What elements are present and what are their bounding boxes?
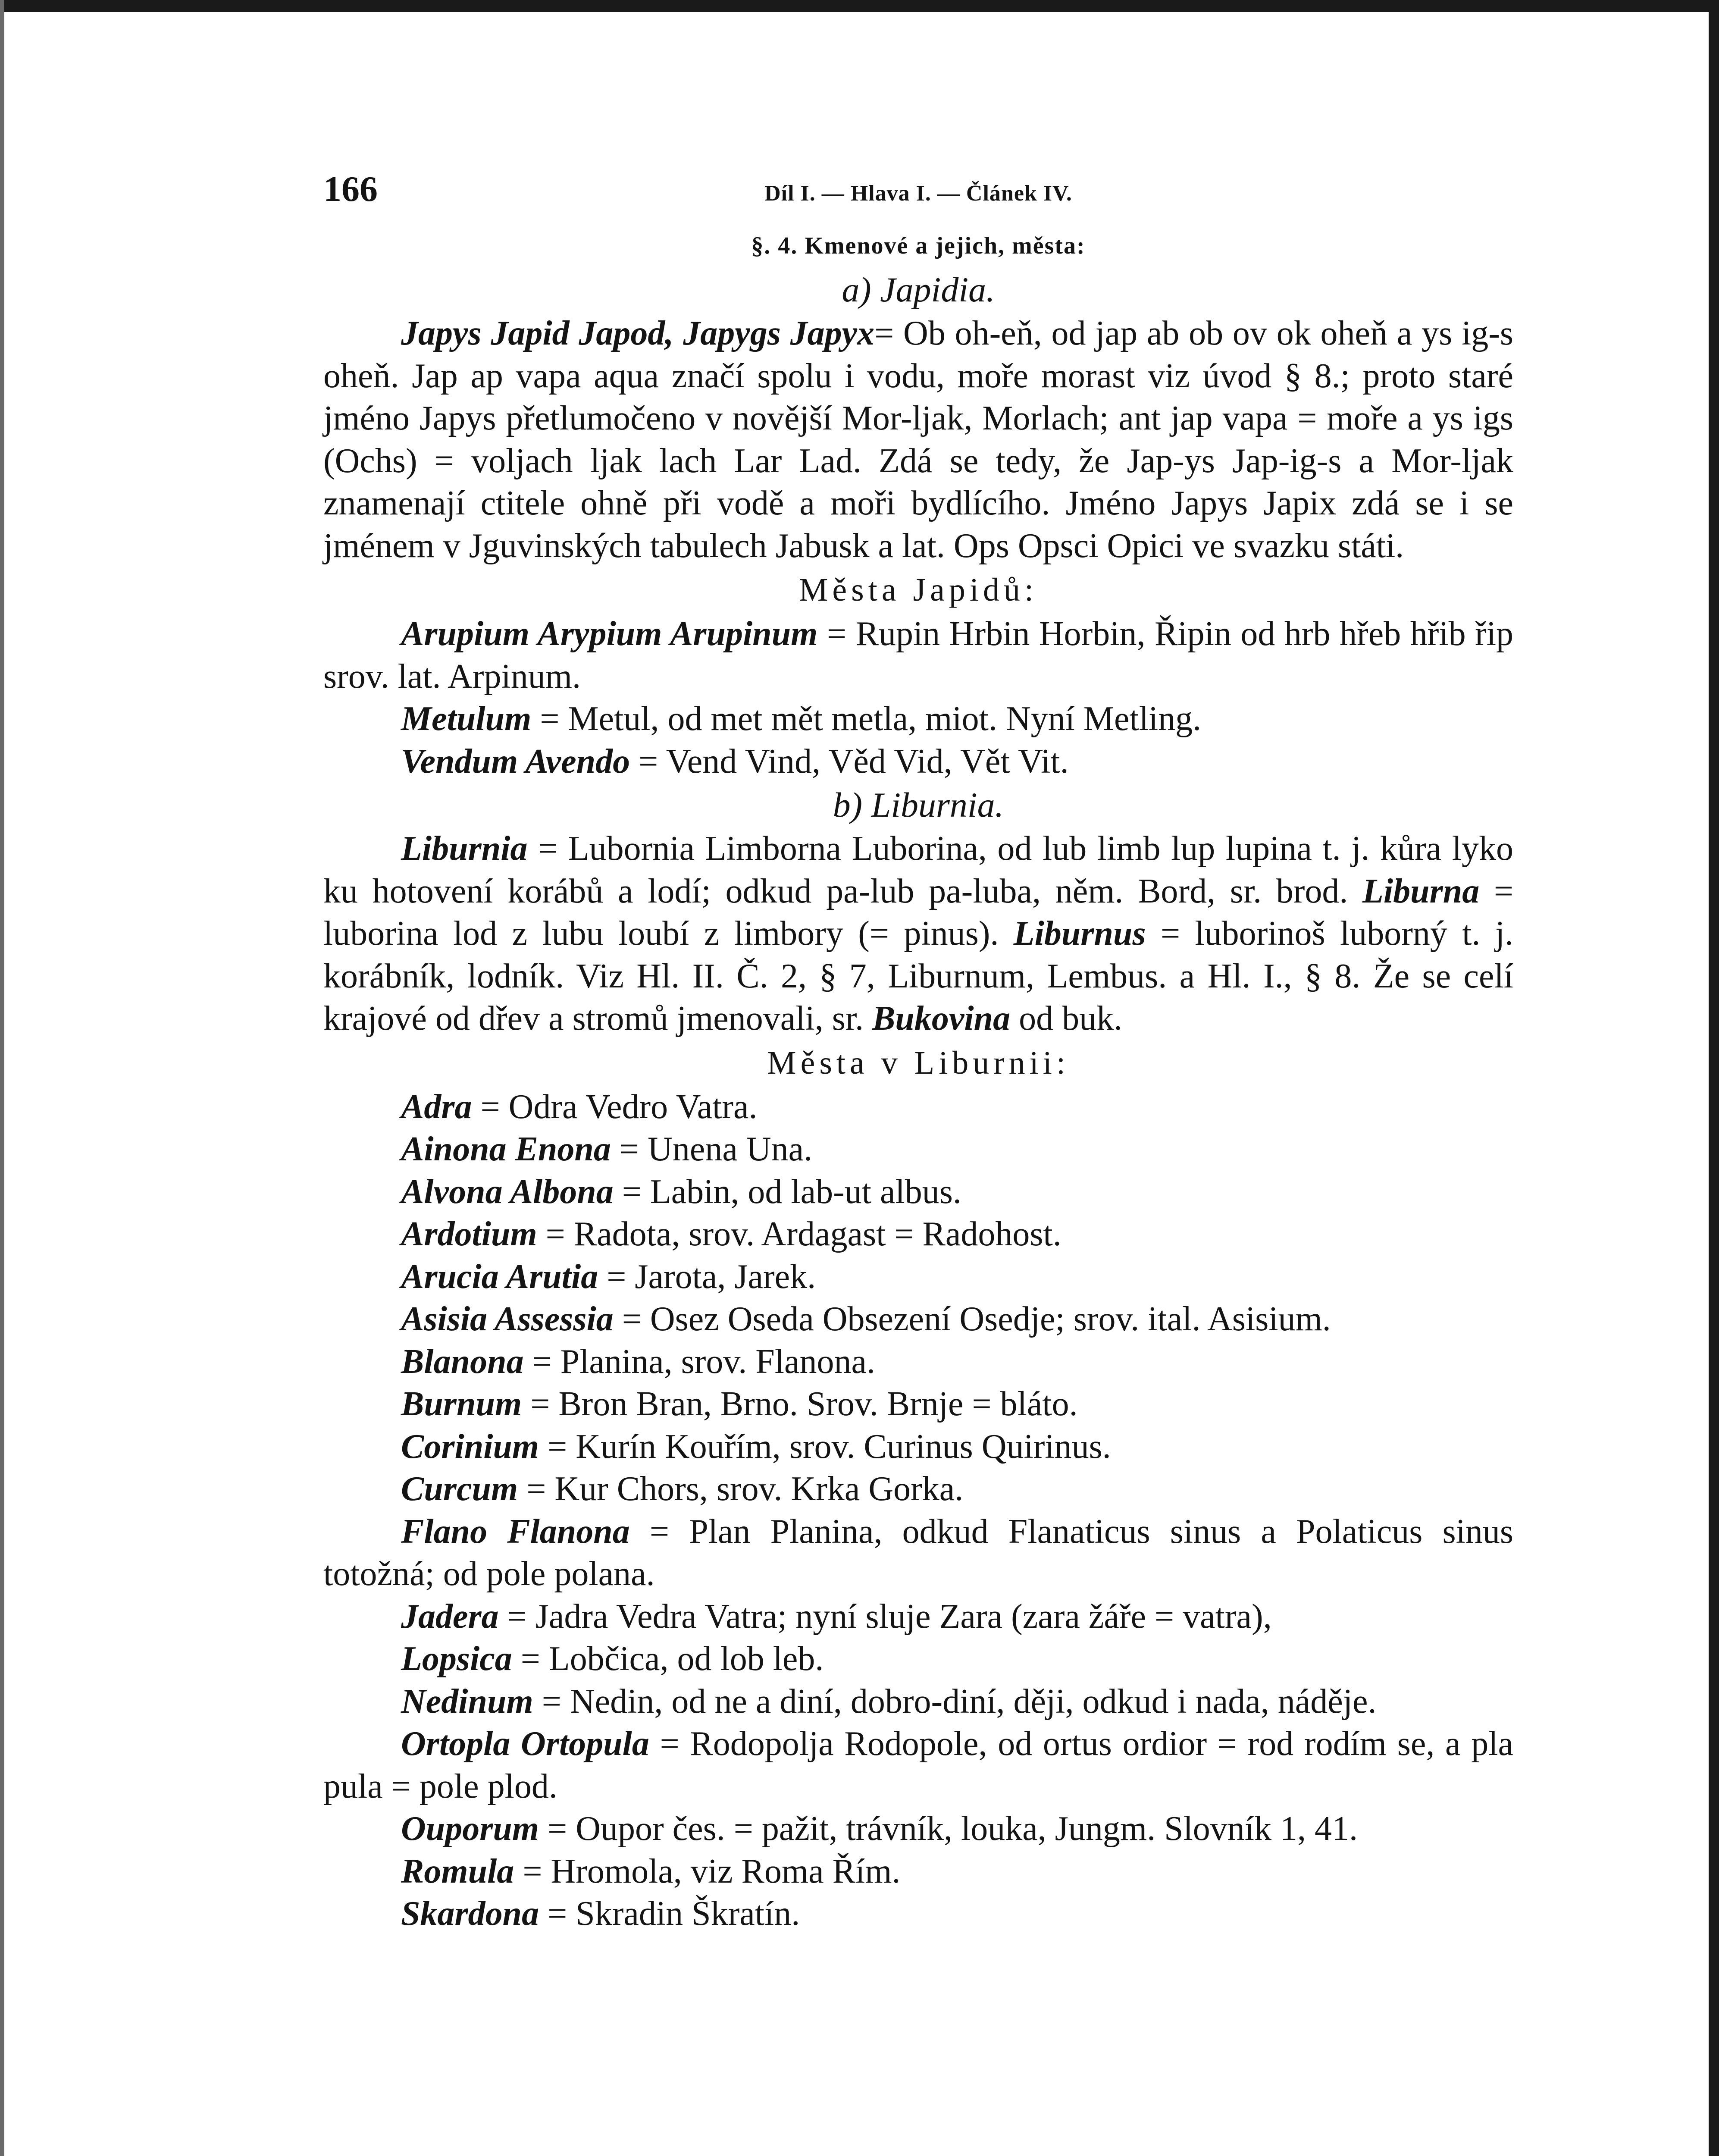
definition: = luborina lod z lubu loubí z limbory (= pinus). <box>323 872 1513 953</box>
definition: = Rupin Hrbin Horbin, Řipin od hrb hřeb hřib řip srov. lat. Arpinum. <box>323 615 1514 696</box>
scan-border-left <box>0 0 4 2156</box>
entry-arupium <box>323 613 1513 698</box>
definition: = Skradin Škratín. <box>539 1895 800 1933</box>
definition: = Vend Vind, Věd Vid, Vět Vit. <box>630 742 1069 780</box>
term: Ouporum <box>401 1810 539 1848</box>
definition: = Kur Chors, srov. Krka Gorka. <box>518 1470 964 1508</box>
definition: = Jarota, Jarek. <box>598 1257 816 1296</box>
term: Lopsica <box>401 1640 512 1678</box>
entry-ouporum <box>323 1808 1513 1850</box>
term: Bukovina <box>872 1000 1011 1037</box>
term: Curcum <box>401 1470 518 1508</box>
term: Vendum Avendo <box>401 742 630 780</box>
term: Liburnia <box>401 830 528 868</box>
definition: = Nedin, od ne a diní, dobro-diní, ději, odkud i nada, náděje. <box>533 1682 1377 1720</box>
definition: = Odra Vedro Vatra. <box>472 1087 758 1126</box>
definition: = Unena Una. <box>611 1130 813 1168</box>
term: Burnum <box>401 1385 522 1423</box>
definition: od buk. <box>1010 1000 1123 1037</box>
term: Arucia Arutia <box>401 1257 598 1296</box>
running-head: Díl I. — Hlava I. — Článek IV. <box>764 181 1072 206</box>
definition: = Lubornia Limborna Luborina, od lub limb lup lupina t. j. kůra lyko ku hotovení korábů a lodí; odkud pa-lub pa-luba, něm. Bord, sr. brod. <box>323 830 1513 910</box>
term: Romula <box>401 1852 514 1890</box>
entry-skardona <box>323 1893 1513 1935</box>
entry-nedinum <box>323 1680 1513 1723</box>
term: Nedinum <box>401 1682 533 1720</box>
entry-arucia <box>323 1256 1513 1298</box>
term: Metulum <box>401 700 532 738</box>
definition: = Labin, od lab-ut albus. <box>613 1172 961 1211</box>
definition: = Oupor čes. = pažit, trávník, louka, Jungm. Slovník 1, 41. <box>539 1810 1358 1848</box>
heading-cities-liburnia: Města v Liburnii: <box>767 1044 1070 1081</box>
term: Asisia Assessia <box>401 1300 614 1338</box>
definition: = Planina, srov. Flanona. <box>523 1342 875 1381</box>
term: Skardona <box>401 1895 539 1933</box>
page-number: 166 <box>323 169 378 209</box>
scan-border-right <box>1709 0 1719 2156</box>
heading-japidia: a) Japidia. <box>842 270 995 309</box>
definition: = Radota, srov. Ardagast = Radohost. <box>537 1215 1061 1253</box>
paragraph-japidia <box>323 312 1513 567</box>
entry-burnum <box>323 1383 1513 1426</box>
entry-asisia <box>323 1298 1513 1341</box>
definition: = Bron Bran, Brno. Srov. Brnje = bláto. <box>522 1385 1078 1423</box>
term: Jadera <box>401 1597 499 1636</box>
heading-liburnia: b) Liburnia. <box>833 785 1004 824</box>
definition: = Jadra Vedra Vatra; nyní sluje Zara (zara žáře = vatra), <box>498 1597 1272 1636</box>
entry-ortopla <box>323 1723 1513 1808</box>
definition: = Osez Oseda Obsezení Osedje; srov. ital. Asisium. <box>613 1300 1331 1338</box>
term: Ardotium <box>401 1215 537 1253</box>
entry-romula <box>323 1850 1513 1893</box>
book-page <box>323 168 1513 1935</box>
term: Adra <box>401 1087 472 1126</box>
entry-adra <box>323 1086 1513 1128</box>
entry-lopsica <box>323 1638 1513 1680</box>
entry-ainona <box>323 1128 1513 1171</box>
definition: = Hromola, viz Roma Řím. <box>514 1852 901 1890</box>
definition: = luborinoš luborný t. j. korábník, lodník. Viz Hl. II. Č. 2, § 7, Liburnum, Lembus. a Hl. I., § 8. Že se celí krajové od dřev a stromů jmenovali, sr. <box>323 915 1513 1037</box>
term: Arupium Arypium Arupinum <box>401 615 818 653</box>
term: Flano Flanona <box>401 1512 630 1551</box>
definition: = Plan Planina, odkud Flanaticus sinus a Polaticus sinus totožná; od pole polana. <box>323 1512 1513 1593</box>
entry-jadera <box>323 1595 1513 1638</box>
definition: = Rodopolja Rodopole, od ortus ordior = rod rodím se, a pla pula = pole plod. <box>323 1725 1513 1805</box>
term: Ortopla Ortopula <box>401 1725 649 1763</box>
entry-alvona <box>323 1171 1513 1213</box>
term: Japys Japid Japod, Japygs Japyx <box>401 314 875 352</box>
page-header <box>323 168 1513 224</box>
heading-cities-japidia: Města Japidů: <box>798 572 1038 608</box>
term: Ainona Enona <box>401 1130 611 1168</box>
scan-border-top <box>0 0 1719 12</box>
definition: = Metul, od met mět metla, miot. Nyní Metling. <box>531 700 1202 738</box>
definition: = Lobčica, od lob leb. <box>512 1640 824 1678</box>
term: Blanona <box>401 1342 524 1381</box>
paragraph-liburnia <box>323 827 1513 1040</box>
term: Liburna <box>1362 872 1480 910</box>
definition: = Kurín Kouřím, srov. Curinus Quirinus. <box>539 1427 1111 1466</box>
entry-vendum <box>323 740 1513 783</box>
term: Liburnus <box>1013 915 1146 953</box>
entry-curcum <box>323 1468 1513 1510</box>
definition: = Ob oh-eň, od jap ab ob ov ok oheň a ys ig-s oheň. Jap ap vapa aqua značí spolu i vodu, moře morast viz úvod § 8.; proto staré jméno Japys přetlumočeno v novější Mor-ljak, Morlach; ant jap vapa = moře a ys igs (Ochs) = voljach ljak lach Lar Lad. Zdá se tedy, že Jap-ys Jap-ig-s a Mor-ljak znamenají ctitele ohně při vodě a moři bydlícího. Jméno Japys Japix zdá se i se jménem v Jguvinských tabulech Jabusk a lat. Ops Opsci Opici ve svazku státi. <box>323 314 1513 565</box>
entry-blanona <box>323 1341 1513 1383</box>
entry-metulum <box>323 698 1513 740</box>
entry-ardotium <box>323 1213 1513 1256</box>
term: Corinium <box>401 1427 539 1466</box>
entry-flano <box>323 1510 1513 1595</box>
entry-corinium <box>323 1426 1513 1468</box>
section-heading: §. 4. Kmenové a jejich, města: <box>751 232 1086 259</box>
term: Alvona Albona <box>401 1172 614 1211</box>
